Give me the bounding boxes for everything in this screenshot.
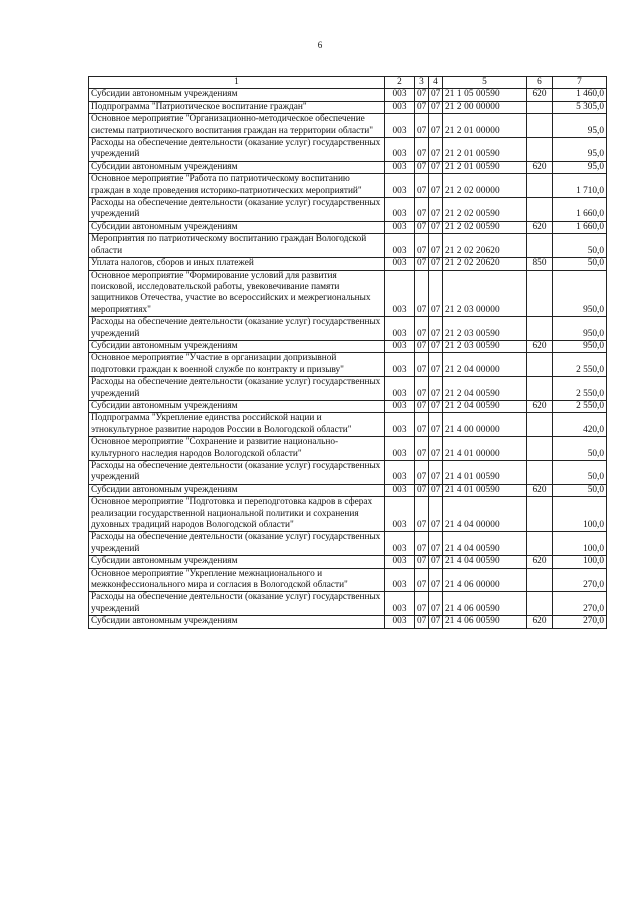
- row-code-subsection: 07: [429, 413, 443, 437]
- row-code-ministry: 003: [385, 413, 415, 437]
- row-code-subsection: 07: [429, 461, 443, 485]
- row-code-target: 21 4 01 00590: [443, 461, 527, 485]
- table-row: [89, 89, 607, 101]
- row-name: Уплата налогов, сборов и иных платежей: [89, 258, 385, 270]
- row-code-type: 620: [527, 161, 553, 173]
- table-row: [89, 317, 607, 341]
- row-code-target: 21 4 01 00590: [443, 484, 527, 496]
- row-code-ministry: 003: [385, 340, 415, 352]
- row-name: Расходы на обеспечение деятельности (оказание услуг) государственных учреждений: [89, 198, 385, 222]
- column-header: 2: [385, 77, 415, 89]
- table-row: [89, 270, 607, 317]
- row-name: Подпрограмма "Патриотическое воспитание граждан": [89, 101, 385, 113]
- row-code-type: [527, 353, 553, 377]
- row-code-type: 620: [527, 616, 553, 628]
- row-amount: 950,0: [553, 340, 607, 352]
- table-row: [89, 461, 607, 485]
- column-header: 6: [527, 77, 553, 89]
- row-amount: 1 660,0: [553, 198, 607, 222]
- table-row: [89, 592, 607, 616]
- row-amount: 270,0: [553, 592, 607, 616]
- row-code-target: 21 2 04 00590: [443, 377, 527, 401]
- row-code-target: 21 2 04 00000: [443, 353, 527, 377]
- row-amount: 950,0: [553, 317, 607, 341]
- row-code-target: 21 4 04 00000: [443, 497, 527, 532]
- row-name: Субсидии автономным учреждениям: [89, 484, 385, 496]
- budget-table: [88, 76, 607, 629]
- row-amount: 5 305,0: [553, 101, 607, 113]
- row-code-section: 07: [415, 532, 429, 556]
- row-code-subsection: 07: [429, 340, 443, 352]
- row-code-section: 07: [415, 461, 429, 485]
- row-name: Расходы на обеспечение деятельности (оказание услуг) государственных учреждений: [89, 377, 385, 401]
- row-code-section: 07: [415, 556, 429, 568]
- row-name: Основное мероприятие "Организационно-методическое обеспечение системы патриотического воспитания граждан на территории области": [89, 114, 385, 138]
- row-amount: 2 550,0: [553, 400, 607, 412]
- table-row: [89, 340, 607, 352]
- row-code-target: 21 4 06 00590: [443, 616, 527, 628]
- row-code-section: 07: [415, 377, 429, 401]
- row-code-target: 21 2 02 00590: [443, 221, 527, 233]
- row-code-section: 07: [415, 89, 429, 101]
- row-code-type: [527, 234, 553, 258]
- table-row: [89, 258, 607, 270]
- row-code-target: 21 2 02 00590: [443, 198, 527, 222]
- row-code-ministry: 003: [385, 89, 415, 101]
- row-code-section: 07: [415, 114, 429, 138]
- row-code-section: 07: [415, 340, 429, 352]
- row-name: Расходы на обеспечение деятельности (оказание услуг) государственных учреждений: [89, 138, 385, 162]
- table-row: [89, 161, 607, 173]
- row-amount: 270,0: [553, 616, 607, 628]
- table-row: [89, 616, 607, 628]
- row-code-ministry: 003: [385, 258, 415, 270]
- row-name: Основное мероприятие "Подготовка и переподготовка кадров в сферах реализации государственной национальной политики и сохранения духовных традиций народов Вологодской области": [89, 497, 385, 532]
- table-row: [89, 532, 607, 556]
- row-code-target: 21 2 02 20620: [443, 234, 527, 258]
- row-amount: 2 550,0: [553, 377, 607, 401]
- row-code-target: 21 2 02 00000: [443, 174, 527, 198]
- row-name: Субсидии автономным учреждениям: [89, 556, 385, 568]
- row-code-target: 21 4 04 00590: [443, 532, 527, 556]
- row-code-subsection: 07: [429, 568, 443, 592]
- row-code-subsection: 07: [429, 400, 443, 412]
- row-code-type: 620: [527, 221, 553, 233]
- row-code-type: [527, 377, 553, 401]
- row-code-type: 850: [527, 258, 553, 270]
- row-code-section: 07: [415, 174, 429, 198]
- row-name: Расходы на обеспечение деятельности (оказание услуг) государственных учреждений: [89, 461, 385, 485]
- table-row: [89, 138, 607, 162]
- row-name: Основное мероприятие "Участие в организации допризывной подготовки граждан к военной службе по контракту и призыву": [89, 353, 385, 377]
- table-row: [89, 437, 607, 461]
- row-amount: 270,0: [553, 568, 607, 592]
- row-amount: 1 460,0: [553, 89, 607, 101]
- column-header: 7: [553, 77, 607, 89]
- row-code-section: 07: [415, 161, 429, 173]
- row-code-subsection: 07: [429, 497, 443, 532]
- row-code-type: 620: [527, 400, 553, 412]
- row-code-ministry: 003: [385, 497, 415, 532]
- row-code-section: 07: [415, 258, 429, 270]
- row-code-ministry: 003: [385, 484, 415, 496]
- row-amount: 50,0: [553, 437, 607, 461]
- row-code-type: [527, 198, 553, 222]
- row-code-target: 21 2 03 00590: [443, 317, 527, 341]
- table-row: [89, 198, 607, 222]
- row-code-subsection: 07: [429, 353, 443, 377]
- row-code-type: 620: [527, 556, 553, 568]
- page-number: 6: [317, 40, 323, 50]
- row-code-ministry: 003: [385, 270, 415, 317]
- row-code-subsection: 07: [429, 89, 443, 101]
- column-header: 1: [89, 77, 385, 89]
- row-code-type: [527, 592, 553, 616]
- row-name: Субсидии автономным учреждениям: [89, 616, 385, 628]
- row-code-target: 21 1 05 00590: [443, 89, 527, 101]
- row-code-subsection: 07: [429, 198, 443, 222]
- table-row: [89, 484, 607, 496]
- row-code-section: 07: [415, 317, 429, 341]
- row-amount: 50,0: [553, 461, 607, 485]
- row-code-type: [527, 461, 553, 485]
- row-code-section: 07: [415, 484, 429, 496]
- row-code-section: 07: [415, 353, 429, 377]
- row-code-ministry: 003: [385, 556, 415, 568]
- row-code-ministry: 003: [385, 101, 415, 113]
- row-name: Субсидии автономным учреждениям: [89, 400, 385, 412]
- row-code-subsection: 07: [429, 317, 443, 341]
- row-code-ministry: 003: [385, 532, 415, 556]
- row-code-target: 21 2 01 00590: [443, 138, 527, 162]
- row-code-ministry: 003: [385, 317, 415, 341]
- row-code-type: 620: [527, 484, 553, 496]
- row-code-type: [527, 101, 553, 113]
- column-header: 4: [429, 77, 443, 89]
- row-amount: 100,0: [553, 497, 607, 532]
- row-name: Расходы на обеспечение деятельности (оказание услуг) государственных учреждений: [89, 317, 385, 341]
- row-name: Субсидии автономным учреждениям: [89, 221, 385, 233]
- row-code-section: 07: [415, 616, 429, 628]
- row-name: Субсидии автономным учреждениям: [89, 89, 385, 101]
- table-row: [89, 114, 607, 138]
- row-name: Расходы на обеспечение деятельности (оказание услуг) государственных учреждений: [89, 532, 385, 556]
- row-amount: 50,0: [553, 258, 607, 270]
- row-code-target: 21 2 04 00590: [443, 400, 527, 412]
- row-code-target: 21 4 06 00590: [443, 592, 527, 616]
- row-code-subsection: 07: [429, 556, 443, 568]
- row-code-section: 07: [415, 198, 429, 222]
- row-code-type: [527, 174, 553, 198]
- table-row: [89, 221, 607, 233]
- row-code-ministry: 003: [385, 221, 415, 233]
- row-code-section: 07: [415, 413, 429, 437]
- column-header: 5: [443, 77, 527, 89]
- row-code-section: 07: [415, 138, 429, 162]
- row-code-type: [527, 497, 553, 532]
- row-code-subsection: 07: [429, 174, 443, 198]
- row-amount: 100,0: [553, 556, 607, 568]
- row-code-ministry: 003: [385, 353, 415, 377]
- row-code-ministry: 003: [385, 437, 415, 461]
- row-code-type: [527, 437, 553, 461]
- row-code-target: 21 2 00 00000: [443, 101, 527, 113]
- row-code-target: 21 4 00 00000: [443, 413, 527, 437]
- row-code-section: 07: [415, 497, 429, 532]
- row-amount: 950,0: [553, 270, 607, 317]
- row-code-type: [527, 413, 553, 437]
- row-name: Основное мероприятие "Работа по патриотическому воспитанию граждан в ходе проведения историко-патриотических мероприятий": [89, 174, 385, 198]
- table-row: [89, 101, 607, 113]
- row-code-target: 21 2 01 00000: [443, 114, 527, 138]
- row-code-target: 21 2 02 20620: [443, 258, 527, 270]
- row-code-subsection: 07: [429, 616, 443, 628]
- table-row: [89, 174, 607, 198]
- row-name: Мероприятия по патриотическому воспитанию граждан Вологодской области: [89, 234, 385, 258]
- row-code-type: 620: [527, 340, 553, 352]
- row-amount: 1 660,0: [553, 221, 607, 233]
- row-code-type: [527, 270, 553, 317]
- row-code-subsection: 07: [429, 221, 443, 233]
- table-row: [89, 568, 607, 592]
- row-code-section: 07: [415, 270, 429, 317]
- table-row: [89, 400, 607, 412]
- row-code-ministry: 003: [385, 174, 415, 198]
- row-code-ministry: 003: [385, 234, 415, 258]
- row-amount: 1 710,0: [553, 174, 607, 198]
- row-code-ministry: 003: [385, 198, 415, 222]
- row-amount: 50,0: [553, 484, 607, 496]
- row-code-type: [527, 114, 553, 138]
- row-code-ministry: 003: [385, 461, 415, 485]
- row-name: Основное мероприятие "Укрепление межнационального и межконфессионального мира и согласия в Вологодской области": [89, 568, 385, 592]
- table-row: [89, 234, 607, 258]
- row-code-section: 07: [415, 221, 429, 233]
- row-code-ministry: 003: [385, 377, 415, 401]
- row-amount: 2 550,0: [553, 353, 607, 377]
- table-row: [89, 556, 607, 568]
- row-code-target: 21 2 01 00590: [443, 161, 527, 173]
- row-code-ministry: 003: [385, 568, 415, 592]
- row-code-section: 07: [415, 101, 429, 113]
- row-code-target: 21 4 06 00000: [443, 568, 527, 592]
- row-amount: 100,0: [553, 532, 607, 556]
- row-code-subsection: 07: [429, 592, 443, 616]
- row-code-ministry: 003: [385, 616, 415, 628]
- table-row: [89, 413, 607, 437]
- row-code-subsection: 07: [429, 484, 443, 496]
- row-code-target: 21 2 03 00000: [443, 270, 527, 317]
- row-code-ministry: 003: [385, 592, 415, 616]
- row-code-subsection: 07: [429, 161, 443, 173]
- row-name: Расходы на обеспечение деятельности (оказание услуг) государственных учреждений: [89, 592, 385, 616]
- row-code-subsection: 07: [429, 234, 443, 258]
- table-row: [89, 497, 607, 532]
- row-amount: 420,0: [553, 413, 607, 437]
- row-code-type: [527, 138, 553, 162]
- row-code-subsection: 07: [429, 101, 443, 113]
- row-code-ministry: 003: [385, 138, 415, 162]
- row-amount: 50,0: [553, 234, 607, 258]
- row-amount: 95,0: [553, 114, 607, 138]
- row-code-type: [527, 317, 553, 341]
- row-code-target: 21 4 01 00000: [443, 437, 527, 461]
- row-code-section: 07: [415, 400, 429, 412]
- row-code-ministry: 003: [385, 400, 415, 412]
- row-code-subsection: 07: [429, 258, 443, 270]
- row-name: Субсидии автономным учреждениям: [89, 161, 385, 173]
- row-amount: 95,0: [553, 138, 607, 162]
- row-code-type: 620: [527, 89, 553, 101]
- row-amount: 95,0: [553, 161, 607, 173]
- row-code-ministry: 003: [385, 114, 415, 138]
- table-row: [89, 353, 607, 377]
- row-code-section: 07: [415, 592, 429, 616]
- row-code-type: [527, 568, 553, 592]
- row-name: Основное мероприятие "Формирование условий для развития поисковой, исследовательской работы, увековечивание памяти защитников Отечества, участие во всероссийских и межрегиональных мероприятиях": [89, 270, 385, 317]
- row-code-subsection: 07: [429, 114, 443, 138]
- row-code-target: 21 2 03 00590: [443, 340, 527, 352]
- row-code-subsection: 07: [429, 437, 443, 461]
- row-code-section: 07: [415, 437, 429, 461]
- row-code-ministry: 003: [385, 161, 415, 173]
- header-row: [89, 77, 607, 89]
- row-code-subsection: 07: [429, 270, 443, 317]
- row-code-subsection: 07: [429, 138, 443, 162]
- row-name: Подпрограмма "Укрепление единства российской нации и этнокультурное развитие народов России в Вологодской области": [89, 413, 385, 437]
- row-code-section: 07: [415, 234, 429, 258]
- row-name: Субсидии автономным учреждениям: [89, 340, 385, 352]
- column-header: 3: [415, 77, 429, 89]
- row-code-target: 21 4 04 00590: [443, 556, 527, 568]
- row-code-subsection: 07: [429, 377, 443, 401]
- table-row: [89, 377, 607, 401]
- row-code-subsection: 07: [429, 532, 443, 556]
- row-name: Основное мероприятие "Сохранение и развитие национально-культурного наследия народов Вологодской области": [89, 437, 385, 461]
- row-code-type: [527, 532, 553, 556]
- row-code-section: 07: [415, 568, 429, 592]
